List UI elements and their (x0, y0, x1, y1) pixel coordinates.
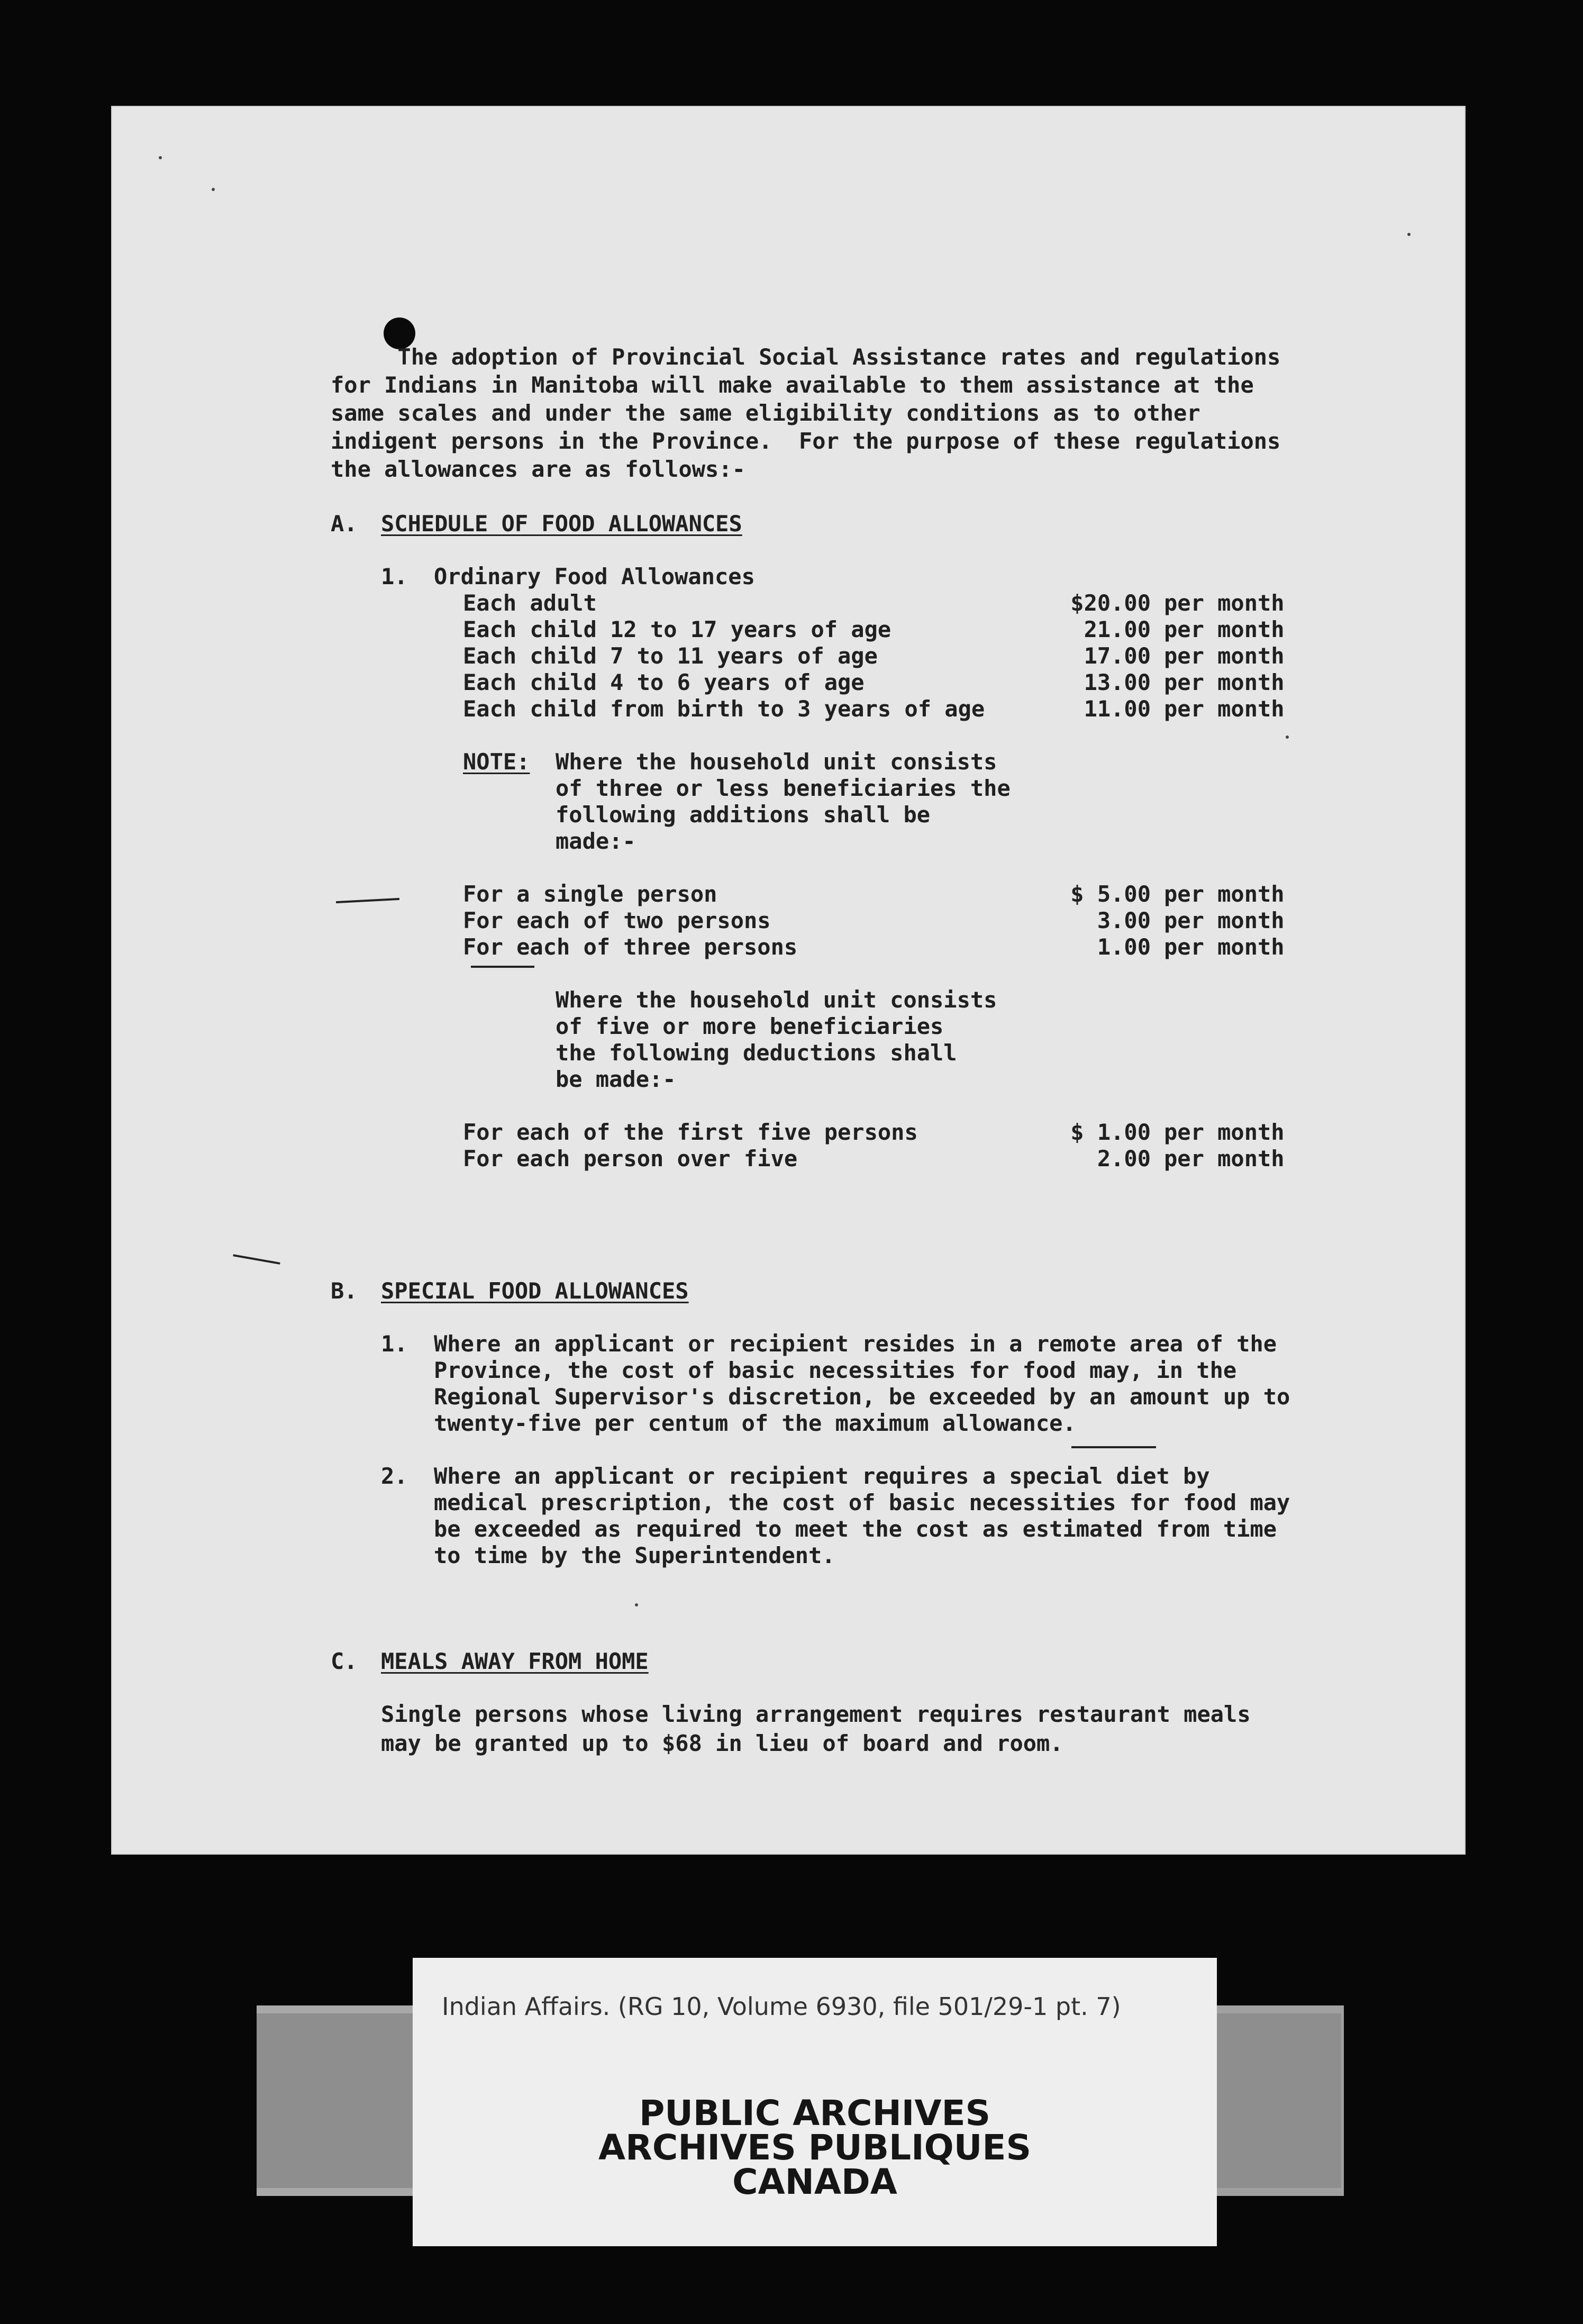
archive-reference: Indian Affairs. (RG 10, Volume 6930, file 501/29-1 pt. 7) (442, 1992, 1121, 2021)
section-b-title: SPECIAL FOOD ALLOWANCES (381, 1278, 689, 1304)
special-item-line: twenty-five per centum of the maximum allowance. (434, 1410, 1076, 1436)
addition-row-unit: per month (1164, 934, 1285, 960)
special-item-line: to time by the Superintendent. (434, 1542, 835, 1568)
document-text (111, 106, 1466, 1855)
stamp-line-3: CANADA (732, 2162, 897, 2202)
allowance-row-amount: $20.00 (1070, 590, 1151, 616)
addition-row-unit: per month (1164, 907, 1285, 933)
special-item-line: medical prescription, the cost of basic necessities for food may (434, 1490, 1290, 1515)
meals-line: Single persons whose living arrangement requires restaurant meals (381, 1701, 1251, 1727)
note-line: following additions shall be (556, 802, 931, 828)
allowance-row-unit: per month (1164, 696, 1285, 722)
allowance-row-unit: per month (1164, 616, 1285, 642)
stamp-line-1: PUBLIC ARCHIVES (639, 2093, 991, 2134)
addition-row-label: For each of two persons (463, 907, 771, 933)
deduction-row-amount: $ 1.00 (1070, 1119, 1151, 1145)
allowance-row-label: Each child 7 to 11 years of age (463, 643, 878, 669)
special-item-line: be exceeded as required to meet the cost as estimated from time (434, 1516, 1277, 1542)
note-line: of three or less beneficiaries the (556, 775, 1011, 801)
addition-row-label: For each of three persons (463, 934, 798, 960)
allowance-row-label: Each adult (463, 590, 597, 616)
allowance-row-amount: 11.00 (1084, 696, 1151, 722)
section-a-title: SCHEDULE OF FOOD ALLOWANCES (381, 511, 742, 537)
special-item-number: 1. (381, 1331, 408, 1357)
deduction-row-label: For each person over five (463, 1146, 798, 1172)
special-item-line: Where an applicant or recipient requires a special diet by (434, 1463, 1210, 1489)
intro-line: indigent persons in the Province. For the purpose of these regulations (331, 428, 1281, 454)
addition-row-unit: per month (1164, 881, 1285, 907)
document-page (111, 106, 1466, 1855)
addition-row-amount: 3.00 (1097, 907, 1151, 933)
stray-mark (1071, 1446, 1156, 1448)
deduction-row-amount: 2.00 (1097, 1146, 1151, 1172)
intro-line: for Indians in Manitoba will make available to them assistance at the (331, 372, 1254, 398)
item-1-title: Ordinary Food Allowances (434, 564, 755, 589)
deduction-row-unit: per month (1164, 1146, 1285, 1172)
archive-label (413, 1958, 1217, 2246)
special-item-line: Where an applicant or recipient resides in a remote area of the (434, 1331, 1277, 1357)
intro-line: The adoption of Provincial Social Assistance rates and regulations (331, 344, 1281, 370)
deduction-note-line: the following deductions shall (556, 1040, 957, 1066)
deduction-note-line: Where the household unit consists (556, 987, 997, 1013)
deduction-note-line: of five or more beneficiaries (556, 1013, 944, 1039)
section-a-letter: A. (331, 511, 358, 537)
note-line: made:- (556, 828, 636, 854)
item-1-number: 1. (381, 564, 408, 589)
deduction-note-line: be made:- (556, 1066, 676, 1092)
special-item-line: Regional Supervisor's discretion, be exceeded by an amount up to (434, 1384, 1290, 1410)
note-line: Where the household unit consists (556, 749, 997, 775)
special-item-number: 2. (381, 1463, 408, 1489)
deduction-row-label: For each of the first five persons (463, 1119, 918, 1145)
allowance-row-unit: per month (1164, 590, 1285, 616)
stamp-line-2: ARCHIVES PUBLIQUES (598, 2127, 1031, 2168)
addition-row-amount: $ 5.00 (1070, 881, 1151, 907)
meals-line: may be granted up to $68 in lieu of board and room. (381, 1730, 1063, 1756)
deduction-row-unit: per month (1164, 1119, 1285, 1145)
note-label: NOTE: (463, 749, 530, 775)
allowance-row-amount: 21.00 (1084, 616, 1151, 642)
special-item-line: Province, the cost of basic necessities for food may, in the (434, 1357, 1237, 1383)
intro-line: same scales and under the same eligibility conditions as to other (331, 400, 1200, 426)
stray-mark (471, 966, 534, 968)
stray-mark (336, 898, 399, 903)
allowance-row-label: Each child 12 to 17 years of age (463, 616, 891, 642)
intro-line: the allowances are as follows:- (331, 456, 745, 482)
stray-mark (233, 1254, 280, 1265)
allowance-row-label: Each child from birth to 3 years of age (463, 696, 985, 722)
allowance-row-amount: 13.00 (1084, 669, 1151, 695)
allowance-row-unit: per month (1164, 669, 1285, 695)
section-c-title: MEALS AWAY FROM HOME (381, 1648, 649, 1674)
addition-row-amount: 1.00 (1097, 934, 1151, 960)
section-c-letter: C. (331, 1648, 358, 1674)
allowance-row-unit: per month (1164, 643, 1285, 669)
addition-row-label: For a single person (463, 881, 717, 907)
allowance-row-amount: 17.00 (1084, 643, 1151, 669)
section-b-letter: B. (331, 1278, 358, 1304)
allowance-row-label: Each child 4 to 6 years of age (463, 669, 865, 695)
